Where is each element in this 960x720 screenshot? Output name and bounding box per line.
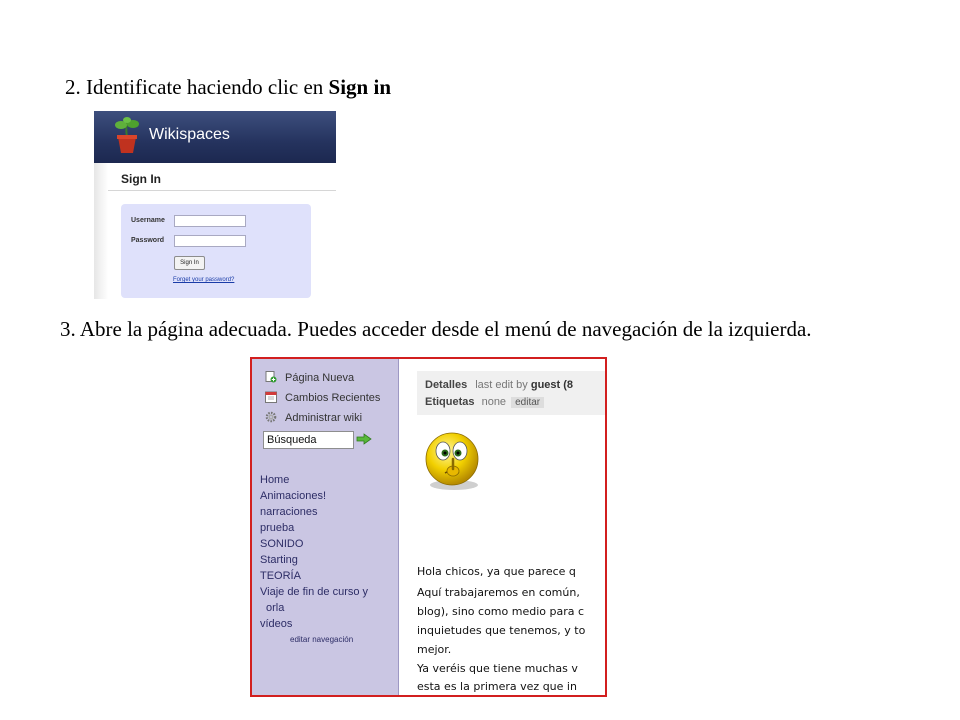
wikispaces-header bbox=[94, 111, 336, 163]
signin-page-title: Sign In bbox=[121, 172, 161, 186]
nav-link-sonido[interactable]: SONIDO bbox=[260, 538, 304, 550]
step-2-instruction bbox=[65, 72, 391, 102]
edit-tags-button[interactable]: editar bbox=[511, 397, 544, 408]
password-input[interactable] bbox=[174, 235, 246, 247]
paragraph-line: Ya veréis que tiene muchas v bbox=[417, 662, 578, 675]
details-row bbox=[425, 379, 573, 391]
edit-navigation-link[interactable]: editar navegación bbox=[290, 635, 354, 644]
new-page-action[interactable] bbox=[265, 371, 354, 384]
navigation-sidebar bbox=[252, 359, 399, 695]
plant-pot-logo-icon bbox=[112, 115, 142, 155]
nav-link-teoria[interactable]: TEORÍA bbox=[260, 570, 301, 582]
step-3-instruction: 3. Abre la página adecuada. Puedes acceder desde el menú de navegación de la izquierda. bbox=[60, 317, 812, 341]
username-label: Username bbox=[131, 217, 165, 224]
username-input[interactable] bbox=[174, 215, 246, 227]
recent-changes-action[interactable] bbox=[265, 391, 380, 404]
page-details-bar bbox=[417, 371, 607, 415]
sign-in-button[interactable]: Sign In bbox=[174, 256, 205, 270]
details-label: Detalles bbox=[425, 379, 468, 391]
paragraph-line: blog), sino como medio para c bbox=[417, 605, 585, 618]
step-2-text: 2. Identificate haciendo clic en bbox=[65, 75, 329, 99]
nav-link-viaje[interactable]: Viaje de fin de curso y bbox=[260, 586, 369, 598]
wiki-page-screenshot bbox=[250, 357, 607, 697]
password-label: Password bbox=[131, 237, 165, 244]
tags-row bbox=[425, 396, 544, 408]
last-editor: guest (8 bbox=[530, 379, 574, 391]
calendar-icon bbox=[265, 391, 277, 403]
nav-link-videos[interactable]: vídeos bbox=[260, 618, 293, 630]
wikispaces-signin-screenshot bbox=[94, 111, 336, 299]
step-2-bold-text: Sign in bbox=[328, 75, 392, 99]
paragraph-line: Hola chicos, ya que parece q bbox=[417, 565, 576, 578]
app-name: Wikispaces bbox=[149, 126, 230, 143]
thinking-smiley-image bbox=[419, 429, 489, 493]
paragraph-line: Aquí trabajaremos en común, bbox=[417, 586, 580, 599]
gear-icon bbox=[265, 411, 277, 423]
forgot-password-link[interactable]: Forget your password? bbox=[173, 277, 235, 283]
nav-link-orla[interactable]: orla bbox=[266, 602, 285, 614]
recent-changes-label: Cambios Recientes bbox=[285, 392, 381, 404]
new-page-icon bbox=[265, 371, 277, 383]
arrow-right-icon[interactable] bbox=[356, 433, 372, 445]
paragraph-line: mejor. bbox=[417, 643, 452, 656]
manage-wiki-action[interactable] bbox=[265, 411, 362, 424]
manage-wiki-label: Administrar wiki bbox=[285, 412, 363, 424]
nav-link-narraciones[interactable]: narraciones bbox=[260, 506, 318, 518]
last-edit-text: last edit by bbox=[475, 379, 528, 391]
new-page-label: Página Nueva bbox=[285, 372, 355, 384]
nav-link-prueba[interactable]: prueba bbox=[260, 522, 295, 534]
nav-link-starting[interactable]: Starting bbox=[260, 554, 298, 566]
nav-link-animaciones[interactable]: Animaciones! bbox=[260, 490, 327, 502]
divider bbox=[108, 190, 336, 191]
tags-value: none bbox=[481, 396, 507, 408]
paragraph-line: inquietudes que tenemos, y to bbox=[417, 624, 586, 637]
tags-label: Etiquetas bbox=[425, 396, 475, 408]
nav-link-home[interactable]: Home bbox=[260, 474, 290, 486]
search-input[interactable]: Búsqueda bbox=[263, 431, 354, 449]
paragraph-line: esta es la primera vez que in bbox=[417, 680, 577, 693]
page-content bbox=[399, 359, 605, 695]
